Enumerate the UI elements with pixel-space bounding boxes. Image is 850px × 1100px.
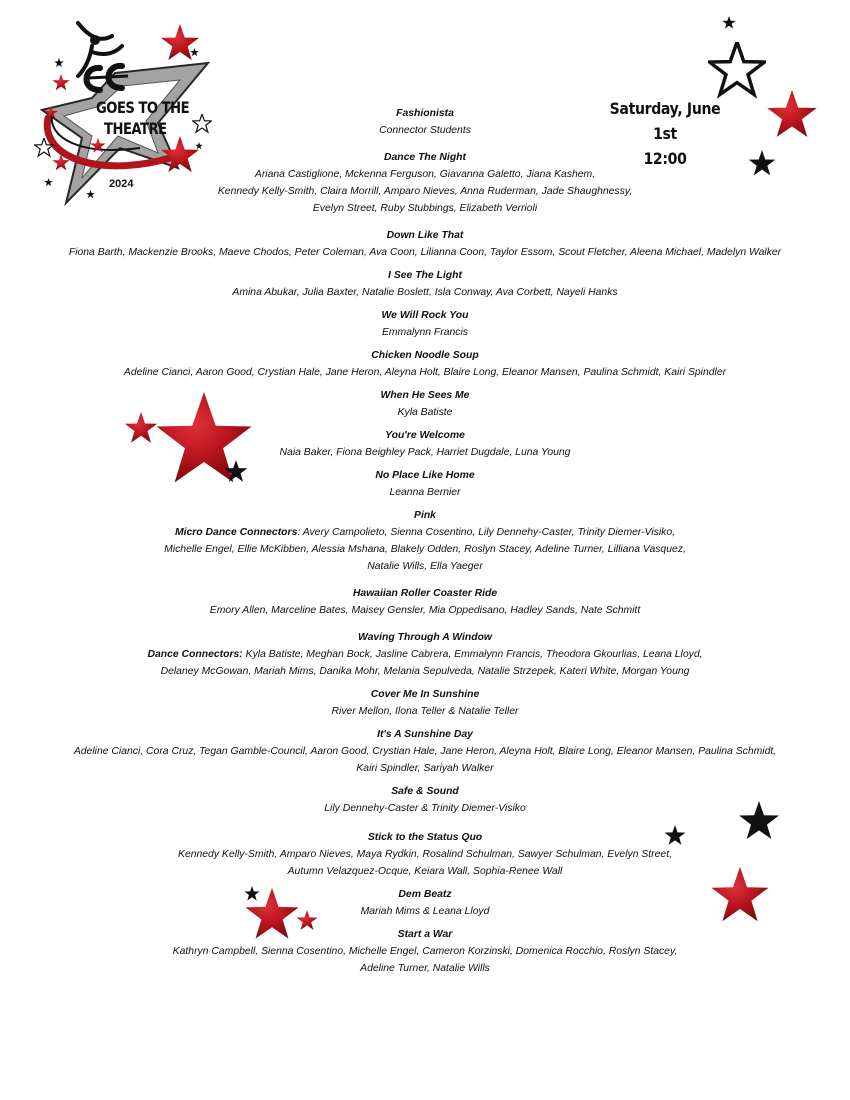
small-black-star-icon: [722, 16, 735, 29]
act-performers: Evelyn Street, Ruby Stubbings, Elizabeth Verrioli: [312, 203, 538, 214]
act-performers: Adeline Cianci, Cora Cruz, Tegan Gamble-Council, Aaron Good, Crystian Hale, Jane Heron, Aleyna Holt, Blaire Long, Eleanor Mansen, Paulina Schmidt,: [73, 746, 777, 757]
act-performers: Kennedy Kelly-Smith, Amparo Nieves, Maya Rydkin, Rosalind Schulman, Sawyer Schulman, Evelyn Street,: [178, 849, 672, 860]
act-performers: Kyla Batiste: [397, 407, 453, 418]
act-performers: Ariana Castiglione, Mckenna Ferguson, Giavanna Galetto, Jiana Kashem,: [254, 169, 596, 180]
act-performers: Adeline Cianci, Aaron Good, Crystian Hale, Jane Heron, Aleyna Holt, Blaire Long, Eleanor Mansen, Paulina Schmidt, Kairi Spindler: [123, 367, 727, 378]
act-performers: River Mellon, Ilona Teller & Natalie Teller: [331, 706, 519, 717]
event-time: 12:00: [643, 149, 687, 168]
act-title: When He Sees Me: [380, 390, 470, 401]
act-group-label: Micro Dance Connectors: [174, 527, 298, 538]
program-act: [40, 427, 810, 461]
act-title: Stick to the Status Quo: [367, 832, 483, 843]
act-title: Safe & Sound: [391, 786, 459, 797]
act-title: No Place Like Home: [375, 470, 475, 481]
program-act: [40, 267, 810, 301]
program-act: [40, 783, 810, 817]
act-performers: Amina Abukar, Julia Baxter, Natalie Boslett, Isla Conway, Ava Corbett, Nayeli Hanks: [232, 287, 618, 298]
act-performers: Leanna Bernier: [389, 487, 461, 498]
act-performers: Connector Students: [379, 125, 471, 136]
act-title: I See The Light: [388, 270, 462, 281]
act-title: Down Like That: [386, 230, 464, 241]
program-act: [40, 585, 810, 619]
act-performers: Fiona Barth, Mackenzie Brooks, Maeve Chodos, Peter Coleman, Ava Coon, Lilianna Coon, Taylor Essom, Scout Fletcher, Aleena Michael, Madelyn Walker: [68, 247, 782, 258]
act-performers: Autumn Velazquez-Ocque, Keiara Wall, Sophia-Renee Wall: [287, 866, 563, 877]
act-performers: [40, 646, 810, 663]
program-act: [40, 507, 810, 575]
event-date: Saturday, June 1st: [609, 99, 721, 143]
act-performers: Michelle Engel, Ellie McKibben, Alessia Mshana, Blakely Odden, Roslyn Stacey, Adeline Turner, Lilliana Vasquez,: [164, 544, 686, 555]
act-title: Pink: [414, 510, 436, 521]
program-act: [40, 149, 810, 217]
program-act: [40, 829, 810, 880]
act-title: Chicken Noodle Soup: [371, 350, 479, 361]
program-act: [40, 307, 810, 341]
act-title: Cover Me In Sunshine: [370, 689, 480, 700]
act-performers: Adeline Turner, Natalie Wills: [360, 963, 490, 974]
act-performers: Emory Allen, Marceline Bates, Maisey Gensler, Mia Oppedisano, Hadley Sands, Nate Schmitt: [209, 605, 641, 616]
program-act: [40, 686, 810, 720]
act-group-label: Dance Connectors:: [147, 649, 243, 660]
outline-star-icon: [709, 42, 764, 94]
act-performers: Kairi Spindler, Sariyah Walker: [356, 763, 494, 774]
program-act: [40, 629, 810, 680]
act-title: It's A Sunshine Day: [377, 729, 473, 740]
act-performers: Natalie Wills, Ella Yaeger: [367, 561, 483, 572]
act-title: Dance The Night: [384, 152, 466, 163]
act-performers: Emmalynn Francis: [381, 327, 469, 338]
act-title: Waving Through A Window: [357, 632, 492, 643]
program-list: [40, 99, 810, 977]
act-title: Dem Beatz: [398, 889, 452, 900]
act-title: You're Welcome: [385, 430, 465, 441]
logo-year: 2024: [109, 178, 134, 190]
program-act: [40, 227, 810, 261]
program-act: [40, 886, 810, 920]
program-act: [40, 105, 810, 139]
act-title: Hawaiian Roller Coaster Ride: [352, 588, 498, 599]
act-performers: Naia Baker, Fiona Beighley Pack, Harriet Dugdale, Luna Young: [279, 447, 571, 458]
program-act: [40, 926, 810, 977]
act-performers: Lily Dennehy-Caster & Trinity Diemer-Visiko: [324, 803, 526, 814]
program-act: [40, 467, 810, 501]
act-title: Fashionista: [396, 108, 454, 119]
act-performers: Kathryn Campbell, Sienna Cosentino, Michelle Engel, Cameron Korzinski, Domenica Rocchio, Roslyn Stacey,: [172, 946, 678, 957]
program-act: [40, 387, 810, 421]
act-title: We Will Rock You: [381, 310, 469, 321]
act-performers: Kennedy Kelly-Smith, Claira Morrill, Amparo Nieves, Anna Ruderman, Jade Shaughnessy,: [217, 186, 633, 197]
act-performers: Delaney McGowan, Mariah Mims, Danika Mohr, Melania Sepulveda, Natalie Strzepek, Kateri White, Morgan Young: [160, 666, 690, 677]
act-title: Start a War: [397, 929, 453, 940]
program-act: [40, 347, 810, 381]
act-performers: [40, 524, 810, 541]
logo-title-line1: GOES TO THE: [96, 98, 190, 117]
act-performers-text: Kyla Batiste, Meghan Bock, Jasline Cabrera, Emmalynn Francis, Theodora Gkourlias, Leana Lloyd,: [242, 649, 703, 660]
act-performers-text: : Avery Campolieto, Sienna Cosentino, Lily Dennehy-Caster, Trinity Diemer-Visiko,: [297, 527, 676, 538]
act-performers: Mariah Mims & Leana Lloyd: [360, 906, 490, 917]
program-act: [40, 726, 810, 777]
logo-title-line2: THEATRE: [104, 119, 167, 138]
